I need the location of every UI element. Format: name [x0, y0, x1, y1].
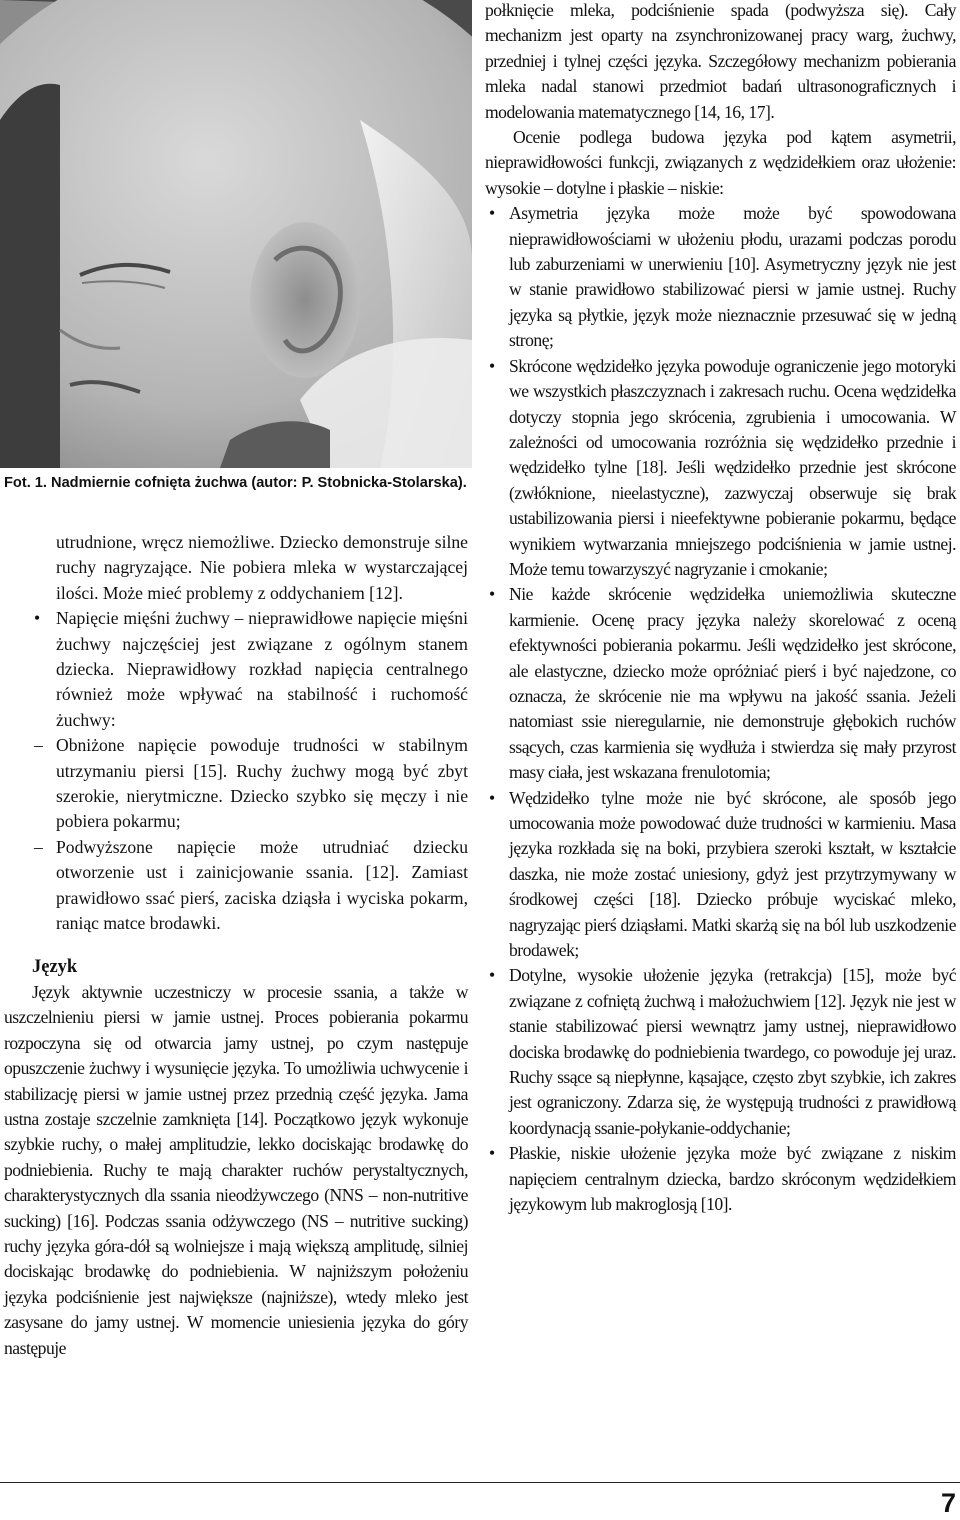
section-heading: Język	[32, 956, 78, 977]
left-column	[4, 530, 468, 1361]
list-item: • Płaskie, niskie ułożenie języka może być związane z niskim napięciem centralnym dziecka, bardzo skróconym wędzidełkiem językowym lub makroglosją [10].	[485, 1141, 956, 1217]
right-column	[485, 0, 956, 1218]
figure-caption: Fot. 1. Nadmiernie cofnięta żuchwa (autor: P. Stobnicka-Stolarska).	[4, 475, 467, 491]
page-number: 7	[940, 1488, 956, 1518]
infant-photo	[0, 0, 472, 468]
list-item: • Napięcie mięśni żuchwy – nieprawidłowe napięcie mięśni żuchwy najczęściej jest związane z ogólnym stanem dziecka. Nieprawidłowy rozkład napięcia centralnego również może wpływać na stabilność i ruchomość żuchwy:	[4, 606, 468, 733]
left-continuation-paragraph: utrudnione, wręcz niemożliwe. Dziecko demonstruje silne ruchy nagryzające. Nie pobiera mleka w wystarczającej ilości. Może mieć problemy z oddychaniem [12].	[56, 532, 468, 603]
list-item: • Nie każde skrócenie wędzidełka uniemożliwia skuteczne karmienie. Ocenę pracy języka należy skorelować z oceną efektywności pobierania pokarmu. Jeśli wędzidełko jest skrócone, ale elastyczne, dziecko może opróżniać pierś i być najedzone, co oznacza, że skrócenie nie ma wpływu na jakość ssania. Jeżeli natomiast ssie nieregularnie, nie demonstruje głębokich ruchów ssących, czas karmienia się wydłuża i stwierdza się mały przyrost masy ciała, jest wskazana frenulotomia;	[485, 582, 956, 785]
left-bullet-list	[4, 606, 468, 733]
right-continuation-paragraph: połknięcie mleka, podciśnienie spada (podwyższa się). Cały mechanizm jest oparty na zsynchronizowanej pracy warg, żuchwy, przedniej i tylnej części języka. Szczegółowy mechanizm pobierania mleka nadal stanowi przedmiot badań ultrasonograficznych i modelowania matematycznego [14, 16, 17].	[485, 0, 956, 122]
infant-photo-drawing	[0, 0, 472, 468]
right-bullet-list	[485, 201, 956, 1217]
list-item: • Wędzidełko tylne może nie być skrócone, ale sposób jego umocowania może powodować duże trudności w karmieniu. Masa języka rozkłada się na boki, przybiera szeroki kształt, w kształcie daszka, nie może zostać uniesiony, gdyż jest przytrzymywany w środkowej części [18]. Dziecko próbuje wyciskać mleko, nagryzając pierś dziąsłami. Matki skarżą się na ból lub uszkodzenie brodawek;	[485, 786, 956, 964]
dash-list	[4, 733, 468, 936]
list-item: – Obniżone napięcie powoduje trudności w stabilnym utrzymaniu piersi [15]. Ruchy żuchwy mogą być zbyt szerokie, nierytmiczne. Dziecko szybko się męczy i nie pobiera pokarmu;	[4, 733, 468, 835]
footer-rule	[0, 1482, 960, 1483]
section-body: Język aktywnie uczestniczy w procesie ssania, a także w uszczelnieniu piersi w jamie ustnej. Proces pobierania pokarmu rozpoczyna się od otwarcia jamy ustnej, po czym następuje opuszczenie żuchwy i wysunięcie języka. To umożliwia uchwycenie i stabilizację piersi w jamie ustnej przez przednią część języka. Jama ustna zostaje szczelnie zamknięta [14]. Początkowo język wykonuje szybkie ruchy, o małej amplitudzie, lekko dociskając brodawkę do podniebienia. Ruchy te mają charakter ruchów perystaltycznych, charakterystycznych dla ssania nieodżywczego (NNS – non-nutritive sucking) [16]. Podczas ssania odżywczego (NS – nutritive sucking) ruchy języka góra-dół są wolniejsze i mają większą amplitudę, silniej dociskając brodawkę do podniebienia. W najniższym położeniu języka podciśnienie jest największe (najniższe), wtedy mleko jest zasysane do jamy ustnej. W momencie uniesienia języka do góry następuje	[4, 981, 468, 1358]
list-item: • Skrócone wędzidełko języka powoduje ograniczenie jego motoryki we wszystkich płaszczyznach i zakresach ruchu. Ocena wędzidełka dotyczy stopnia jego skrócenia, zgrubienia i umocowania. W zależności od umocowania rozróżnia się wędzidełko przednie i wędzidełko tylne [18]. Jeśli wędzidełko przednie jest skrócone (zwłóknione, nieelastyczne), zazwyczaj obserwuje się brak ustabilizowania piersi i nieefektywne pobieranie pokarmu, będące wynikiem wytwarzania mniejszego podciśnienia w jamie ustnej. Może temu towarzyszyć nagryzanie i cmokanie;	[485, 354, 956, 583]
list-item: – Podwyższone napięcie może utrudniać dziecku otworzenie ust i zainicjowanie ssania. [12]. Zamiast prawidłowo ssać pierś, zaciska dziąsła i wyciska pokarm, raniąc matce brodawki.	[4, 835, 468, 937]
list-item: • Asymetria języka może może być spowodowana nieprawidłowościami w ułożeniu płodu, urazami podczas porodu lub zaburzeniami w unerwieniu [10]. Asymetryczny język nie jest w stanie prawidłowo stabilizować piersi w jamie ustnej. Ruchy języka są płytkie, język może nieznacznie przesuwać się w jedną stronę;	[485, 201, 956, 353]
list-item: • Dotylne, wysokie ułożenie języka (retrakcja) [15], może być związane z cofniętą żuchwą i małożuchwiem [12]. Język nie jest w stanie stabilizować piersi wewnątrz jamy ustnej, nieprawidłowo dociska brodawkę do podniebienia twardego, co powoduje jej uraz. Ruchy ssące są niepłynne, kąsające, często zbyt szybkie, ich zakres jest ograniczony. Zdarza się, że występują trudności z prawidłową koordynacją ssanie-połykanie-oddychanie;	[485, 963, 956, 1141]
assessment-intro: Ocenie podlega budowa języka pod kątem asymetrii, nieprawidłowości funkcji, związanych z wędzidełkiem oraz ułożenie: wysokie – dotylne i płaskie – niskie:	[485, 127, 956, 198]
